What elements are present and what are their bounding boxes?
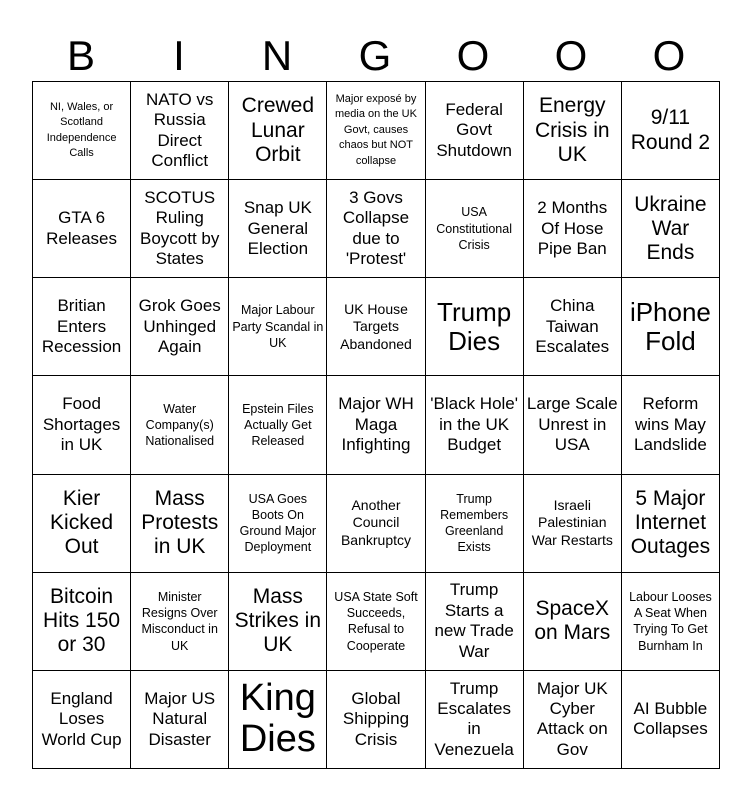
- bingo-cell[interactable]: USA Constitutional Crisis: [426, 180, 524, 278]
- bingo-cell[interactable]: Federal Govt Shutdown: [426, 82, 524, 180]
- bingo-cell[interactable]: Energy Crisis in UK: [524, 82, 622, 180]
- header-letter-o1: O: [456, 32, 490, 79]
- bingo-cell[interactable]: Labour Looses A Seat When Trying To Get Burnham In: [622, 573, 720, 671]
- bingo-cell[interactable]: NATO vs Russia Direct Conflict: [131, 82, 229, 180]
- header-letter-g: G: [358, 32, 392, 79]
- bingo-cell[interactable]: UK House Targets Abandoned: [327, 278, 425, 376]
- bingo-cell[interactable]: Ukraine War Ends: [622, 180, 720, 278]
- bingo-header: [32, 30, 718, 82]
- bingo-cell[interactable]: Major WH Maga Infighting: [327, 376, 425, 474]
- bingo-cell[interactable]: Snap UK General Election: [229, 180, 327, 278]
- bingo-cell[interactable]: 2 Months Of Hose Pipe Ban: [524, 180, 622, 278]
- bingo-cell[interactable]: Mass Strikes in UK: [229, 573, 327, 671]
- bingo-cell[interactable]: Minister Resigns Over Misconduct in UK: [131, 573, 229, 671]
- bingo-cell[interactable]: England Loses World Cup: [33, 671, 131, 769]
- bingo-cell[interactable]: USA State Soft Succeeds, Refusal to Cooperate: [327, 573, 425, 671]
- bingo-cell[interactable]: Trump Starts a new Trade War: [426, 573, 524, 671]
- bingo-cell[interactable]: USA Goes Boots On Ground Major Deployment: [229, 475, 327, 573]
- bingo-cell[interactable]: Major UK Cyber Attack on Gov: [524, 671, 622, 769]
- bingo-cell[interactable]: 5 Major Internet Outages: [622, 475, 720, 573]
- bingo-cell[interactable]: iPhone Fold: [622, 278, 720, 376]
- bingo-cell[interactable]: Israeli Palestinian War Restarts: [524, 475, 622, 573]
- bingo-cell[interactable]: Major exposé by media on the UK Govt, causes chaos but NOT collapse: [327, 82, 425, 180]
- bingo-cell[interactable]: Crewed Lunar Orbit: [229, 82, 327, 180]
- bingo-cell[interactable]: AI Bubble Collapses: [622, 671, 720, 769]
- bingo-cell[interactable]: Food Shortages in UK: [33, 376, 131, 474]
- bingo-cell[interactable]: Another Council Bankruptcy: [327, 475, 425, 573]
- header-letter-n: N: [261, 32, 293, 79]
- bingo-cell[interactable]: Britian Enters Recession: [33, 278, 131, 376]
- bingo-cell[interactable]: Trump Remembers Greenland Exists: [426, 475, 524, 573]
- bingo-cell[interactable]: King Dies: [229, 671, 327, 769]
- header-letter-o2: O: [554, 32, 588, 79]
- header-letter-o3: O: [652, 32, 686, 79]
- bingo-cell[interactable]: Water Company(s) Nationalised: [131, 376, 229, 474]
- bingo-cell[interactable]: 9/11 Round 2: [622, 82, 720, 180]
- bingo-board: [32, 81, 720, 769]
- bingo-cell[interactable]: Bitcoin Hits 150 or 30: [33, 573, 131, 671]
- bingo-cell[interactable]: Reform wins May Landslide: [622, 376, 720, 474]
- bingo-cell[interactable]: 'Black Hole' in the UK Budget: [426, 376, 524, 474]
- bingo-cell[interactable]: Major US Natural Disaster: [131, 671, 229, 769]
- bingo-cell[interactable]: Grok Goes Unhinged Again: [131, 278, 229, 376]
- bingo-cell[interactable]: Major Labour Party Scandal in UK: [229, 278, 327, 376]
- bingo-cell[interactable]: China Taiwan Escalates: [524, 278, 622, 376]
- header-letter-i: I: [173, 32, 185, 79]
- bingo-cell[interactable]: SCOTUS Ruling Boycott by States: [131, 180, 229, 278]
- bingo-cell[interactable]: SpaceX on Mars: [524, 573, 622, 671]
- bingo-cell[interactable]: Global Shipping Crisis: [327, 671, 425, 769]
- header-letter-b: B: [66, 32, 95, 79]
- bingo-cell[interactable]: NI, Wales, or Scotland Independence Calls: [33, 82, 131, 180]
- bingo-cell[interactable]: Epstein Files Actually Get Released: [229, 376, 327, 474]
- bingo-cell[interactable]: Mass Protests in UK: [131, 475, 229, 573]
- bingo-cell[interactable]: Kier Kicked Out: [33, 475, 131, 573]
- bingo-cell[interactable]: Trump Escalates in Venezuela: [426, 671, 524, 769]
- bingo-cell[interactable]: 3 Govs Collapse due to 'Protest': [327, 180, 425, 278]
- bingo-cell[interactable]: Trump Dies: [426, 278, 524, 376]
- bingo-cell[interactable]: Large Scale Unrest in USA: [524, 376, 622, 474]
- bingo-cell[interactable]: GTA 6 Releases: [33, 180, 131, 278]
